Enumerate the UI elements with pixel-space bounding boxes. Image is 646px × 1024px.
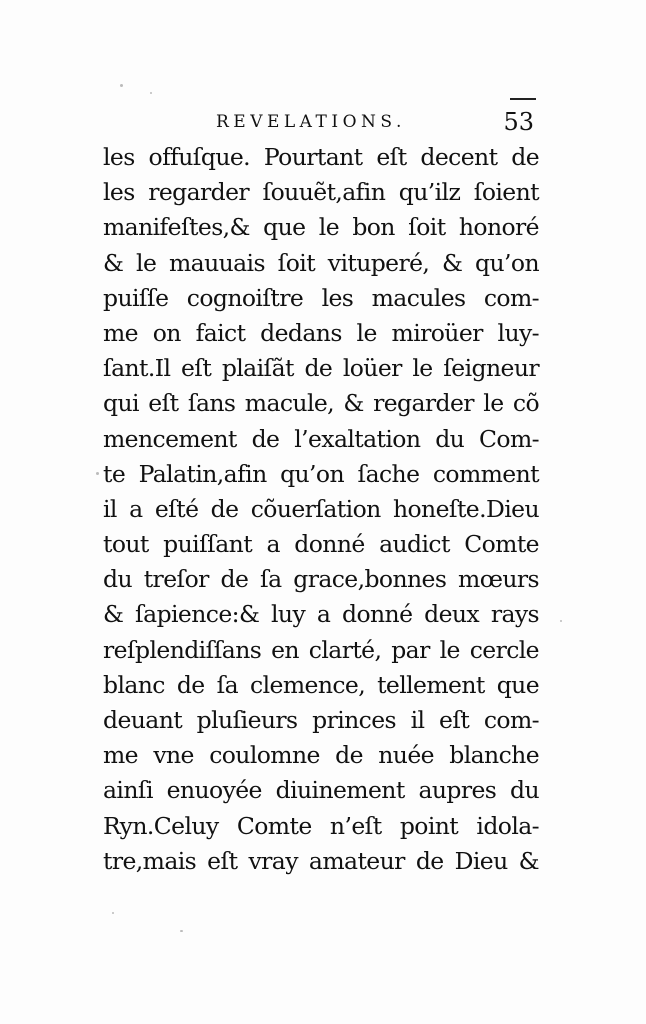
text-line: reſplendiſſans en clarté, par le cercle bbox=[103, 635, 539, 664]
paper-speckle bbox=[560, 620, 562, 622]
catchmark-rule bbox=[510, 98, 536, 100]
text-line: me on faict dedans le miroüer luy- bbox=[103, 318, 539, 347]
paper-speckle bbox=[96, 472, 99, 475]
text-line: mencement de l’exaltation du Com- bbox=[103, 424, 539, 453]
text-line: les offuſque. Pourtant eſt decent de bbox=[103, 143, 539, 171]
paper-speckle bbox=[120, 84, 123, 87]
paper-speckle bbox=[150, 92, 152, 94]
text-line: deuant pluſieurs princes il eſt com- bbox=[103, 706, 539, 734]
text-line: tre,mais eſt vray amateur de Dieu & bbox=[103, 846, 539, 875]
text-line: ſant.Il eſt plaiſãt de loüer le ſeigneur bbox=[103, 354, 539, 383]
text-line: tout puiſſant a donné audict Comte bbox=[103, 530, 539, 559]
paper-speckle bbox=[112, 912, 114, 914]
paper-speckle bbox=[180, 930, 183, 932]
text-line: & ſapience:& luy a donné deux rays bbox=[103, 600, 539, 629]
page-number: 53 bbox=[503, 108, 534, 136]
text-line: puiſſe cognoiſtre les macules com- bbox=[103, 283, 539, 312]
page-header bbox=[110, 108, 540, 140]
text-line: me vne coulomne de nuée blanche bbox=[103, 741, 539, 770]
text-line: qui eſt ſans macule, & regarder le cõ bbox=[103, 389, 539, 418]
text-line: & le mauuais ſoit vituperé, & qu’on bbox=[103, 248, 539, 277]
running-head: REVELATIONS. bbox=[216, 112, 406, 132]
text-line: manifeſtes,& que le bon ſoit honoré bbox=[103, 213, 539, 242]
text-line: blanc de ſa clemence, tellement que bbox=[103, 670, 539, 699]
text-line: ainſi enuoyée diuinement aupres du bbox=[103, 776, 539, 805]
text-line: Ryn.Celuy Comte n’eſt point idola- bbox=[103, 811, 539, 840]
text-line: du treſor de ſa grace,bonnes mœurs bbox=[103, 565, 539, 594]
text-line: il a eſté de cõuerſation honeſte.Dieu bbox=[103, 494, 539, 523]
text-line: te Palatin,afin qu’on ſache comment bbox=[103, 459, 539, 488]
body-text bbox=[103, 140, 539, 879]
text-line: les regarder ſouuẽt,afin qu’ilz ſoient bbox=[103, 178, 539, 207]
